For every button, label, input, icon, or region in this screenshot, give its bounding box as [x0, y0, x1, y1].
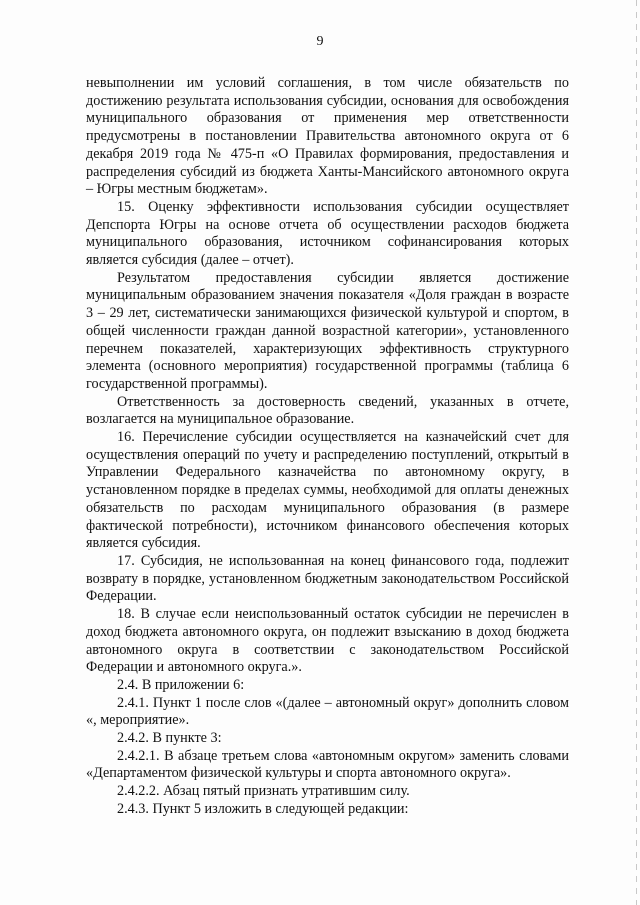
paragraph-2-4: 2.4. В приложении 6: — [117, 676, 245, 693]
paragraph-17: 17. Субсидия, не использованная на конец финансового года, подлежит возврату в порядке, установленном бюджетным законодательством Российской Федерации. — [86, 552, 569, 605]
paragraph-16: 16. Перечисление субсидии осуществляется на казначейский счет для осуществления операций по учету и распределению поступлений, открытый в Управлении Федерального казначейства по автономному округу, в установленном порядке в пределах суммы, необходимой для оплаты денежных обязательств по расходам муниципального образования (в размере фактической потребности), источником финансового обеспечения которых является субсидия. — [86, 429, 569, 552]
paragraph-continuation: невыполнении им условий соглашения, в том числе обязательств по достижению результата использования субсидии, основания для освобождения муниципального образования от применения мер ответственности предусмотрены в постановлении Правительства автономного округа от 6 декабря 2019 года № 475-п «О Правилах формирования, предоставления и распределения субсидий из бюджета Ханты-Мансийского автономного округа – Югры местным бюджетам». — [86, 75, 569, 198]
page-number: 9 — [316, 34, 324, 49]
document-body — [86, 75, 569, 819]
paragraph-2-4-2-1: 2.4.2.1. В абзаце третьем слова «автономным округом» заменить словами «Департаментом физической культуры и спорта автономного округа». — [86, 747, 569, 782]
paragraph-responsibility: Ответственность за достоверность сведений, указанных в отчете, возлагается на муниципальное образование. — [86, 393, 569, 428]
paragraph-18: 18. В случае если неиспользованный остаток субсидии не перечислен в доход бюджета автономного округа, он подлежит взысканию в доход бюджета автономного округа в соответствии с законодательством Российской Федерации и автономного округа.». — [86, 606, 569, 676]
paragraph-15: 15. Оценку эффективности использования субсидии осуществляет Депспорта Югры на основе отчета об осуществлении расходов бюджета муниципального образования, источником софинансирования которых является субсидия (далее – отчет). — [86, 198, 569, 269]
paragraph-2-4-2-2: 2.4.2.2. Абзац пятый признать утратившим силу. — [117, 783, 410, 800]
paragraph-2-4-3: 2.4.3. Пункт 5 изложить в следующей редакции: — [117, 800, 409, 817]
paragraph-result: Результатом предоставления субсидии является достижение муниципальным образованием значения показателя «Доля граждан в возрасте 3 – 29 лет, систематически занимающихся физической культурой и спортом, в общей численности граждан данной возрастной категории», установленного перечнем показателей, характеризующих эффективность структурного элемента (основного мероприятия) государственной программы (таблица 6 государственной программы). — [86, 269, 569, 392]
page-edge-line — [636, 0, 637, 905]
paragraph-2-4-2: 2.4.2. В пункте 3: — [117, 730, 222, 747]
paragraph-2-4-1: 2.4.1. Пункт 1 после слов «(далее – автономный округ» дополнить словом «, мероприятие». — [86, 694, 569, 729]
